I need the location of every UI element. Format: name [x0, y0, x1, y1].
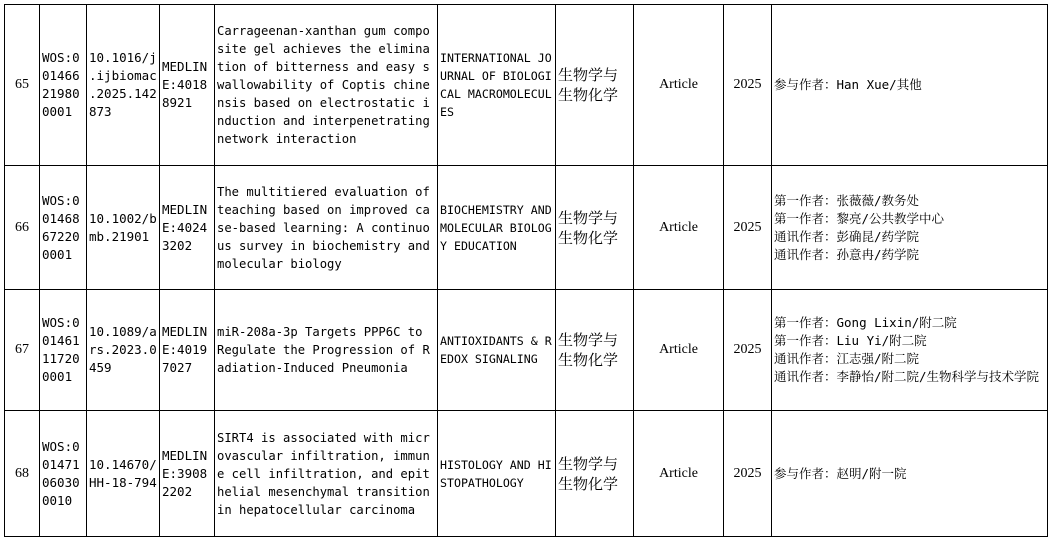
doi-line: 10.14670/ [89, 456, 157, 472]
row-index: 65 [5, 5, 40, 166]
subject-category: 生物学与生物化学 [556, 290, 634, 411]
wos-id-line: 06030 [42, 474, 80, 490]
doi-line: .ijbiomac [89, 68, 157, 83]
author-entry: 参与作者：Han Xue/其他 [774, 77, 922, 92]
wos-id [40, 166, 87, 290]
authors-cell [772, 411, 1048, 537]
publication-year: 2025 [724, 166, 772, 290]
authors-cell [772, 5, 1048, 166]
journal-name: BIOCHEMISTRY AND MOLECULAR BIOLOGY EDUCATION [438, 166, 556, 290]
paper-title: The multitiered evaluation of teaching based on improved case-based learning: A continuous survey in biochemistry and molecular biology [215, 166, 438, 290]
medline-line: 8921 [162, 95, 193, 110]
medline-id [160, 411, 215, 537]
medline-line: 3202 [162, 237, 193, 253]
medline-line: MEDLIN [162, 447, 208, 463]
doi [87, 166, 160, 290]
document-type: Article [634, 411, 724, 537]
author-entry: 通讯作者：彭确昆/药学院 [774, 228, 920, 244]
wos-id [40, 290, 87, 411]
wos-id-line: 01471 [42, 456, 80, 472]
table-row [5, 290, 1048, 411]
journal-name: HISTOLOGY AND HISTOPATHOLOGY [438, 411, 556, 537]
document-type: Article [634, 5, 724, 166]
document-type: Article [634, 166, 724, 290]
subject-category: 生物学与生物化学 [556, 411, 634, 537]
subject-category: 生物学与生物化学 [556, 5, 634, 166]
author-entry: 第一作者：张薇薇/教务处 [774, 192, 920, 208]
author-entry: 通讯作者：江志强/附二院 [774, 351, 920, 366]
medline-id [160, 290, 215, 411]
medline-line: MEDLIN [162, 324, 208, 339]
medline-line: E:4019 [162, 342, 208, 357]
doi-line: 10.1089/a [89, 324, 157, 339]
wos-id-line: 21980 [42, 86, 80, 101]
journal-name: INTERNATIONAL JOURNAL OF BIOLOGICAL MACROMOLECULES [438, 5, 556, 166]
author-entry: 第一作者：Liu Yi/附二院 [774, 333, 927, 348]
doi-line: .2025.142 [89, 86, 157, 101]
authors-cell [772, 166, 1048, 290]
doi-line: rs.2023.0 [89, 342, 157, 357]
medline-line: 2202 [162, 483, 193, 499]
wos-id-line: 0010 [42, 492, 73, 508]
author-entry: 通讯作者：孙意冉/药学院 [774, 246, 920, 262]
subject-category: 生物学与生物化学 [556, 166, 634, 290]
publication-table [4, 4, 1048, 537]
publication-year: 2025 [724, 411, 772, 537]
wos-id-line: WOS:0 [42, 315, 80, 330]
journal-name: ANTIOXIDANTS & REDOX SIGNALING [438, 290, 556, 411]
doi-line: 873 [89, 104, 112, 119]
doi [87, 411, 160, 537]
table-row [5, 166, 1048, 290]
document-type: Article [634, 290, 724, 411]
author-entry: 第一作者：Gong Lixin/附二院 [774, 315, 957, 330]
publication-year: 2025 [724, 5, 772, 166]
doi-line: 10.1002/b [89, 210, 157, 226]
table-row [5, 411, 1048, 537]
doi-line: 459 [89, 360, 112, 375]
wos-id [40, 5, 87, 166]
medline-line: E:4024 [162, 219, 208, 235]
author-entry: 通讯作者：李静怡/附二院/生物科学与技术学院 [774, 369, 1040, 384]
wos-id-line: WOS:0 [42, 192, 80, 208]
wos-id-line: 11720 [42, 351, 80, 366]
wos-id-line: 01468 [42, 210, 80, 226]
medline-id [160, 166, 215, 290]
wos-id-line: 01466 [42, 68, 80, 83]
row-index: 68 [5, 411, 40, 537]
row-index: 66 [5, 166, 40, 290]
doi [87, 5, 160, 166]
wos-id-line: WOS:0 [42, 50, 80, 65]
medline-id [160, 5, 215, 166]
doi-line: mb.21901 [89, 228, 150, 244]
wos-id-line: 0001 [42, 369, 73, 384]
medline-line: 7027 [162, 360, 193, 375]
medline-line: E:3908 [162, 465, 208, 481]
wos-id-line: 0001 [42, 104, 73, 119]
wos-id-line: WOS:0 [42, 438, 80, 454]
wos-id-line: 01461 [42, 333, 80, 348]
publication-year: 2025 [724, 290, 772, 411]
wos-id [40, 411, 87, 537]
doi-line: HH-18-794 [89, 474, 157, 490]
author-entry: 参与作者：赵明/附一院 [774, 465, 907, 481]
medline-line: MEDLIN [162, 201, 208, 217]
medline-line: E:4018 [162, 77, 208, 92]
author-entry: 第一作者：黎亮/公共教学中心 [774, 210, 945, 226]
doi-line: 10.1016/j [89, 50, 157, 65]
wos-id-line: 67220 [42, 228, 80, 244]
doi [87, 290, 160, 411]
paper-title: miR-208a-3p Targets PPP6C to Regulate the Progression of Radiation-Induced Pneumonia [215, 290, 438, 411]
paper-title: SIRT4 is associated with microvascular infiltration, immune cell infiltration, and epithelial mesenchymal transition in hepatocellular carcinoma [215, 411, 438, 537]
table-row [5, 5, 1048, 166]
row-index: 67 [5, 290, 40, 411]
paper-title: Carrageenan-xanthan gum composite gel achieves the elimination of bitterness and easy swallowability of Coptis chinensis based on electrostatic induction and interpenetrating network interaction [215, 5, 438, 166]
wos-id-line: 0001 [42, 246, 73, 262]
medline-line: MEDLIN [162, 59, 208, 74]
authors-cell [772, 290, 1048, 411]
